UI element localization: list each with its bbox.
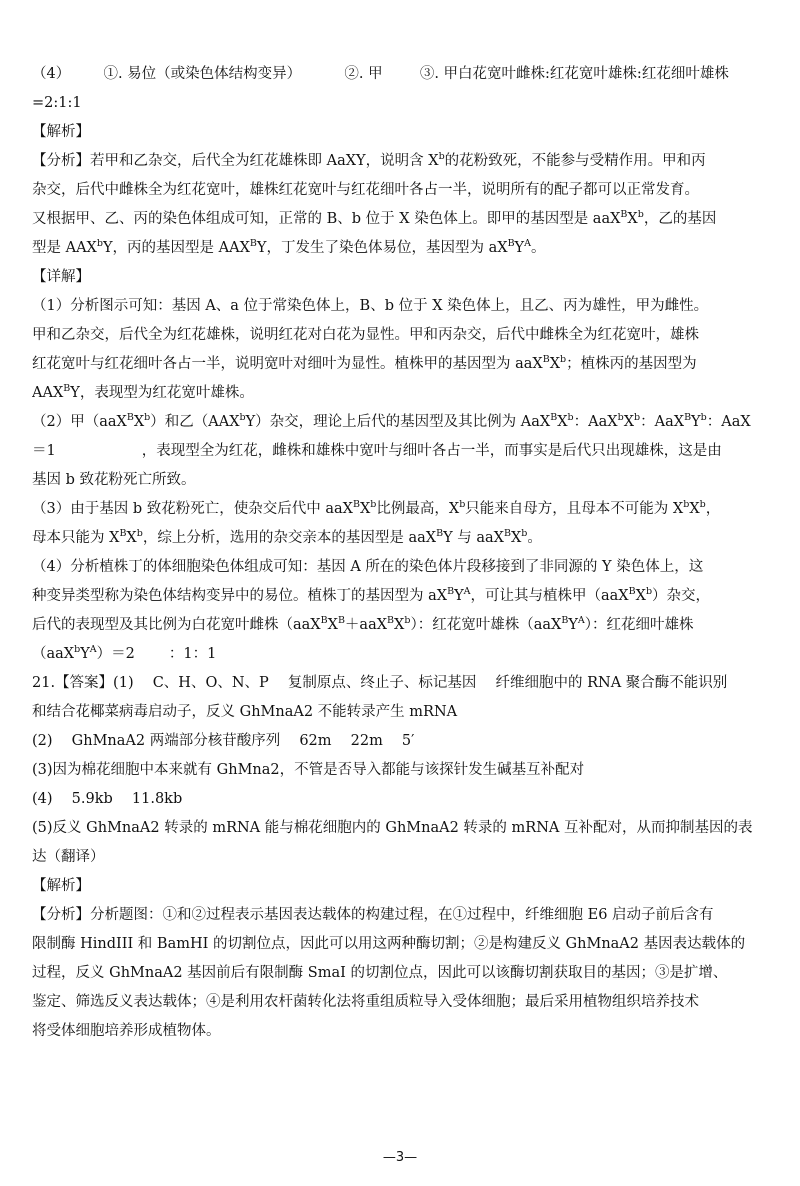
page-number: —3—: [382, 1150, 418, 1165]
q21-analysis: [32, 901, 772, 1046]
q20-detail-2: [32, 408, 772, 495]
detail-line: 种变异类型称为染色体结构变异中的易位。植株丁的基因型为 $aX^BY^A$，可让其与植株甲$(aaX^BX^b)$杂交，: [32, 586, 711, 604]
jiexi-heading: 【解析】: [32, 124, 90, 140]
analysis-line: 鉴定、筛选反义表达载体；④是利用农杆菌转化法将重组质粒导入受体细胞；最后采用植物组织培养技术: [32, 994, 699, 1010]
q21-answer-line: (4) 5.9kb 11.8kb: [32, 791, 183, 807]
detail-line: 甲和乙杂交，后代全为红花雄株，说明红花对白花为显性。甲和丙杂交，后代中雌株全为红花宽叶，雄株: [32, 327, 699, 343]
q20-analysis: [32, 147, 772, 263]
detail-line: 后代的表现型及其比例为白花宽叶雌株$(aaX^BX^B+aaX^BX^b)$：红花宽叶雄株$(aaX^BY^A)$：红花细叶雄株: [32, 615, 694, 633]
xiangjie-heading: 【详解】: [32, 269, 90, 285]
q20-detail-3: [32, 495, 772, 553]
answer-number: （4）: [32, 66, 71, 82]
analysis-line: 将受体细胞培养形成植物体。: [32, 1023, 221, 1039]
detail-line: （4）分析植株丁的体细胞染色体组成可知：基因 A 所在的染色体片段移接到了非同源的 Y 染色体上，这: [32, 559, 704, 575]
page-content: [32, 60, 772, 1046]
detail-line: $(aaX^bY^A)=2$ ：1：1: [32, 644, 217, 662]
q21-answer-line: (5)反义 GhMnaA2 转录的 mRNA 能与棉花细胞内的 GhMnaA2 转录的 mRNA 互补配对，从而抑制基因的表: [32, 820, 753, 836]
analysis-line: 又根据甲、乙、丙的染色体组成可知，正常的 B、b 位于 X 染色体上。即甲的基因型是 $aaX^BX^b$，乙的基因: [32, 209, 717, 227]
detail-line: 母本只能为 $X^BX^b$，综上分析，选用的杂交亲本的基因型是 aaX$^B$Y 与 $aaX^BX^b$。: [32, 528, 542, 546]
answer-part-2: ②. 甲: [344, 66, 383, 82]
q21-answer-line: 21.【答案】(1) C、H、O、N、P 复制原点、终止子、标记基因 纤维细胞中的 RNA 聚合酶不能识别: [32, 675, 728, 691]
detail-line: （1）分析图示可知：基因 A、a 位于常染色体上，B、b 位于 X 染色体上，且乙、丙为雄性，甲为雌性。: [32, 298, 709, 314]
analysis-line: 杂交，后代中雌株全为红花宽叶，雄株红花宽叶与红花细叶各占一半，说明所有的配子都可以正常发育。: [32, 182, 699, 198]
q21-answer-line: 和结合花椰菜病毒启动子，反义 GhMnaA2 不能转录产生 mRNA: [32, 704, 458, 720]
q20-answer-4: [32, 60, 772, 89]
jiexi-heading: 【解析】: [32, 878, 90, 894]
answer-part-1: ①. 易位（或染色体结构变异）: [103, 66, 302, 82]
q20-detail-1: [32, 292, 772, 408]
analysis-line: 【分析】若甲和乙杂交，后代全为红花雄株即 AaXY，说明含 $X^b$的花粉致死，不能参与受精作用。甲和丙: [32, 151, 706, 169]
q21-answer-line: (3)因为棉花细胞中本来就有 GhMna2，不管是否导入都能与该探针发生碱基互补配对: [32, 762, 585, 778]
analysis-line: 型是 AAX$^b$Y，丙的基因型是 $AAX^BY$，丁发生了染色体易位，基因型为 $aX^BY^A$。: [32, 238, 546, 256]
q20-detail-4: [32, 553, 772, 669]
detail-line: （3）由于基因 b 致花粉死亡，使杂交后代中 $aaX^BX^b$比例最高，$X^b$只能来自母方，且母本不可能为 $X^bX^b$，: [32, 499, 721, 517]
analysis-line: 过程，反义 GhMnaA2 基因前后有限制酶 SmaI 的切割位点，因此可以该酶切割获取目的基因；③是扩增、: [32, 965, 728, 981]
analysis-line: 限制酶 HindIII 和 BamHI 的切割位点，因此可以用这两种酶切割；②是构建反义 GhMnaA2 基因表达载体的: [32, 936, 746, 952]
q21-answer-line: (2) GhMnaA2 两端部分核苷酸序列 62m 22m 5′: [32, 733, 415, 749]
q20-answer-4-continued: =2:1:1: [32, 95, 82, 111]
detail-line: $AAX^BY$，表现型为红花宽叶雄株。: [32, 383, 254, 401]
q21-answer: [32, 669, 772, 872]
detail-line: 基因 b 致花粉死亡所致。: [32, 472, 196, 488]
detail-line: 红花宽叶与红花细叶各占一半，说明宽叶对细叶为显性。植株甲的基因型为 $aaX^BX^b$；植株丙的基因型为: [32, 354, 697, 372]
answer-part-3: ③. 甲白花宽叶雌株:红花宽叶雄株:红花细叶雄株: [419, 66, 729, 82]
q21-answer-line: 达（翻译）: [32, 849, 105, 865]
detail-line: ＝1 ，表现型全为红花，雌株和雄株中宽叶与细叶各占一半，而事实是后代只出现雄株，这是由: [32, 443, 722, 459]
detail-line: （2）甲$(aaX^BX^b)$和乙（AAX$^b$Y）杂交，理论上后代的基因型及其比例为 $AaX^BX^b$：$AaX^bX^b$：$AaX^BY^b$：AaX: [32, 412, 751, 430]
analysis-line: 【分析】分析题图：①和②过程表示基因表达载体的构建过程，在①过程中，纤维细胞 E6 启动子前后含有: [32, 907, 714, 923]
